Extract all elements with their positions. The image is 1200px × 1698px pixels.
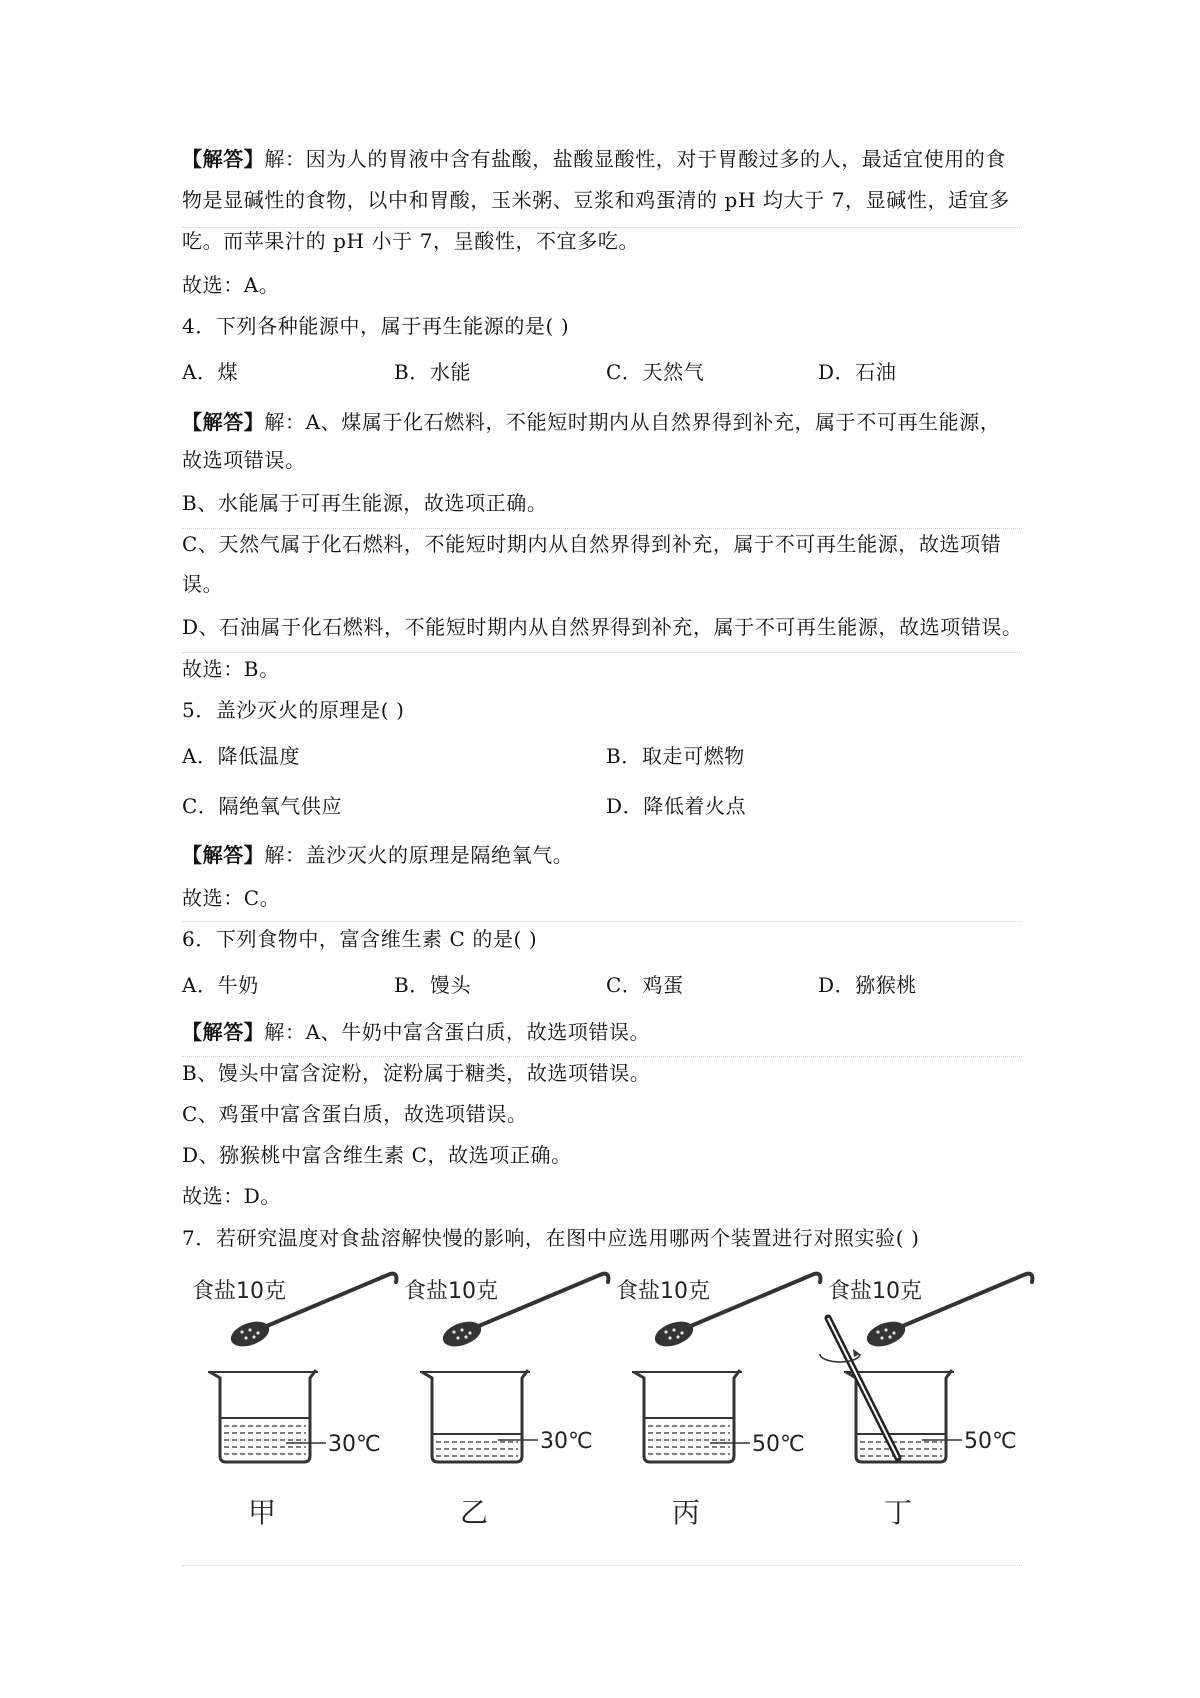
q4-answer-line3: B、水能属于可再生能源，故选项正确。 xyxy=(182,491,548,515)
q6-option-c: C．鸡蛋 xyxy=(606,973,684,997)
salt-grain xyxy=(668,1336,671,1339)
beaker-icon xyxy=(422,1370,528,1462)
salt-grain xyxy=(664,1330,667,1333)
divider xyxy=(182,1056,1022,1057)
q4-answer-line5: 误。 xyxy=(182,572,224,596)
temp-label: 50℃ xyxy=(752,1432,805,1457)
apparatus-3 xyxy=(616,1274,820,1529)
spoon-icon xyxy=(863,1317,908,1351)
salt-grain xyxy=(468,1331,471,1334)
answer-label: 【解答】 xyxy=(182,147,265,171)
q5-option-a: A．降低温度 xyxy=(182,744,301,768)
q4-answer-line2: 故选项错误。 xyxy=(182,448,306,472)
q4-answer-line4: C、天然气属于化石燃料，不能短时期内从自然界得到补充，属于不可再生能源，故选项错 xyxy=(182,532,1002,556)
q6-option-d: D．猕猴桃 xyxy=(818,973,918,997)
spoon-icon xyxy=(651,1317,696,1351)
q6-option-b: B．馒头 xyxy=(394,973,472,997)
q5-choice: 故选：C。 xyxy=(182,886,281,910)
q4-stem: 4．下列各种能源中，属于再生能源的是( ) xyxy=(182,314,570,338)
q6-answer-line1: 【解答】解：A、牛奶中富含蛋白质，故选项错误。 xyxy=(182,1020,651,1044)
q4-option-b: B．水能 xyxy=(394,360,472,384)
salt-label: 食盐10克 xyxy=(404,1279,498,1304)
salt-grain xyxy=(464,1335,467,1338)
apparatus-1 xyxy=(192,1274,396,1529)
answer3-choice: 故选：A。 xyxy=(182,273,280,297)
salt-label: 食盐10克 xyxy=(616,1279,710,1304)
divider xyxy=(182,652,1022,653)
salt-grain xyxy=(676,1335,679,1338)
q4-answer-line1: 【解答】解：A、煤属于化石燃料，不能短时期内从自然界得到补充，属于不可再生能源， xyxy=(182,410,1001,434)
q7-stem: 7．若研究温度对食盐溶解快慢的影响，在图中应选用哪两个装置进行对照实验( ) xyxy=(182,1226,920,1250)
salt-grain xyxy=(248,1328,251,1331)
q4-option-c: C．天然气 xyxy=(606,360,705,384)
salt-grain xyxy=(888,1335,891,1338)
temp-label: 50℃ xyxy=(964,1429,1017,1454)
apparatus-4 xyxy=(820,1274,1032,1529)
answer-label: 【解答】 xyxy=(182,410,265,434)
answer-label: 【解答】 xyxy=(182,1020,265,1044)
salt-grain xyxy=(244,1336,247,1339)
experiment-figure xyxy=(182,1270,1082,1540)
salt-grain xyxy=(452,1330,455,1333)
salt-grain xyxy=(672,1328,675,1331)
q6-answer-line4: D、猕猴桃中富含维生素 C，故选项正确。 xyxy=(182,1143,572,1167)
q4-answer-line6: D、石油属于化石燃料，不能短时期内从自然界得到补充，属于不可再生能源，故选项错误。 xyxy=(182,615,1023,639)
salt-grain xyxy=(880,1336,883,1339)
answer3-line1: 【解答】解：因为人的胃液中含有盐酸，盐酸显酸性，对于胃酸过多的人，最适宜使用的食 xyxy=(182,147,1007,171)
salt-grain xyxy=(460,1328,463,1331)
divider xyxy=(182,1565,1022,1566)
salt-grain xyxy=(256,1331,259,1334)
divider xyxy=(182,921,1022,922)
spoon-icon xyxy=(439,1317,484,1351)
q6-option-a: A．牛奶 xyxy=(182,973,259,997)
temp-label: 30℃ xyxy=(540,1429,593,1454)
salt-grain xyxy=(240,1330,243,1333)
salt-grain xyxy=(252,1335,255,1338)
divider xyxy=(182,528,1022,529)
answer3-line3: 吃。而苹果汁的 pH 小于 7，呈酸性，不宜多吃。 xyxy=(182,229,640,253)
salt-grain xyxy=(884,1328,887,1331)
beaker-icon xyxy=(210,1370,316,1462)
apparatus-name: 丙 xyxy=(672,1496,701,1529)
q5-option-d: D．降低着火点 xyxy=(606,794,747,818)
apparatus-name: 甲 xyxy=(248,1496,277,1529)
salt-grain xyxy=(876,1330,879,1333)
salt-label: 食盐10克 xyxy=(192,1279,286,1304)
q5-answer-line1: 【解答】解：盖沙灭火的原理是隔绝氧气。 xyxy=(182,843,574,867)
q6-answer-line3: C、鸡蛋中富含蛋白质，故选项错误。 xyxy=(182,1102,528,1126)
apparatus-name: 丁 xyxy=(884,1496,913,1529)
answer-label: 【解答】 xyxy=(182,843,265,867)
q5-option-c: C．隔绝氧气供应 xyxy=(182,794,343,818)
answer3-line2: 物是显碱性的食物，以中和胃酸，玉米粥、豆浆和鸡蛋清的 pH 均大于 7，显碱性，适宜多 xyxy=(182,188,1010,212)
q4-option-d: D．石油 xyxy=(818,360,897,384)
apparatus-name: 乙 xyxy=(460,1496,489,1529)
beaker-icon xyxy=(634,1370,740,1462)
spoon-icon xyxy=(227,1317,272,1351)
q6-answer-line2: B、馒头中富含淀粉，淀粉属于糖类，故选项错误。 xyxy=(182,1061,651,1085)
temp-label: 30℃ xyxy=(328,1432,381,1457)
q4-option-a: A．煤 xyxy=(182,360,239,384)
q6-stem: 6．下列食物中，富含维生素 C 的是( ) xyxy=(182,927,538,951)
q4-choice: 故选：B。 xyxy=(182,657,280,681)
q6-choice: 故选：D。 xyxy=(182,1184,282,1208)
q5-option-b: B．取走可燃物 xyxy=(606,744,745,768)
salt-grain xyxy=(456,1336,459,1339)
salt-grain xyxy=(892,1331,895,1334)
salt-grain xyxy=(680,1331,683,1334)
apparatus-2 xyxy=(404,1274,608,1529)
salt-label: 食盐10克 xyxy=(828,1279,922,1304)
q5-stem: 5．盖沙灭火的原理是( ) xyxy=(182,698,405,722)
